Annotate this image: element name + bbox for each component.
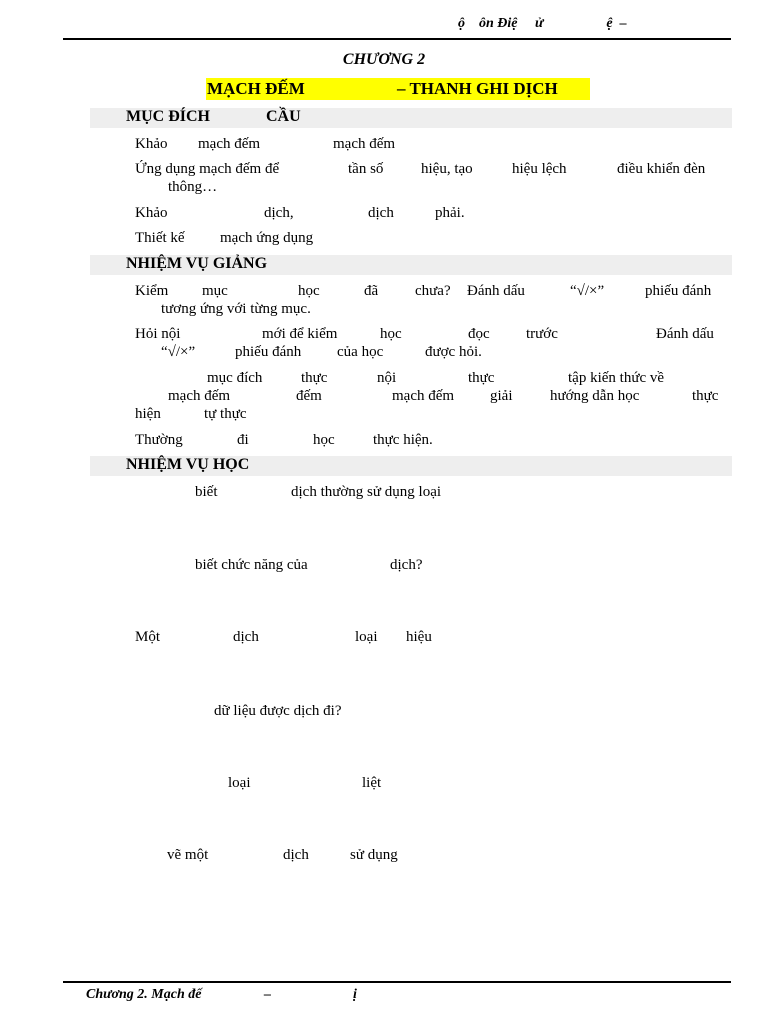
header-rule — [63, 38, 731, 40]
text-word: phiếu đánh — [645, 283, 712, 299]
question-word: biết chức năng của — [195, 557, 308, 573]
footer-text: Chương 2. Mạch đế — [86, 987, 202, 1002]
question-word: dịch thường sử dụng loại — [291, 484, 442, 500]
text-word: Đánh dấu — [656, 326, 714, 342]
text-word: nội — [377, 370, 397, 386]
text-word: Kiểm — [135, 283, 169, 299]
text-word: mạch đếm — [333, 136, 396, 152]
text-word: tự thực — [204, 406, 247, 422]
text-word: mục — [202, 283, 228, 299]
question-word: loại — [355, 629, 378, 645]
text-word: hiện — [135, 406, 161, 422]
text-word: thực hiện. — [373, 432, 433, 448]
text-word: “√/×” — [161, 344, 196, 360]
question-word: liệt — [362, 775, 382, 791]
question-word: biết — [195, 484, 218, 500]
text-word: mục đích — [207, 370, 263, 386]
footer-rule — [63, 981, 731, 983]
text-word: học — [380, 326, 402, 342]
chapter-label: CHƯƠNG 2 — [342, 51, 426, 68]
section-heading-objectives-cont: CẦU — [266, 108, 301, 125]
text-word: hiệu lệch — [512, 161, 567, 177]
question-word: dữ liệu được dịch đi? — [214, 703, 342, 719]
text-word: hướng dẫn học — [550, 388, 640, 404]
question-word: sử dụng — [350, 847, 398, 863]
text-word: Ứng dụng mạch đếm để — [135, 161, 280, 177]
text-word: Khảo — [135, 136, 168, 152]
text-word: thực — [468, 370, 495, 386]
section-heading-objectives: MỤC ĐÍCH — [126, 108, 210, 125]
footer-dash: – — [264, 987, 271, 1002]
chapter-title-left: MẠCH ĐẾM — [207, 79, 305, 98]
text-word: được hỏi. — [425, 344, 482, 360]
text-word: mạch đếm — [198, 136, 261, 152]
text-word: đếm — [296, 388, 322, 404]
text-word: chưa? — [415, 283, 451, 299]
text-word: mạch ứng dụng — [220, 230, 314, 246]
text-word: phải. — [435, 205, 465, 221]
text-word: Thường — [135, 432, 183, 448]
question-word: vẽ một — [167, 847, 209, 863]
text-word: học — [313, 432, 335, 448]
text-word: mạch đếm — [392, 388, 455, 404]
text-word: Đánh dấu — [467, 283, 525, 299]
text-word: đã — [364, 283, 379, 299]
question-word: dịch? — [390, 557, 423, 573]
question-word: dịch — [233, 629, 259, 645]
text-word: tập kiến thức về — [568, 370, 665, 386]
text-word: trước — [526, 326, 558, 342]
text-word: dịch — [368, 205, 394, 221]
text-word: mới để kiểm — [262, 326, 338, 342]
question-word: Một — [135, 629, 161, 645]
text-word: của học — [337, 344, 384, 360]
text-word: “√/×” — [570, 283, 605, 299]
text-word: tần số — [348, 161, 384, 177]
footer-text-end: ị — [353, 987, 357, 1002]
text-word: thực — [692, 388, 719, 404]
text-word: hiệu, tạo — [421, 161, 473, 177]
text-word: thực — [301, 370, 328, 386]
text-word: Thiết kế — [135, 230, 185, 246]
text-word: dịch, — [264, 205, 294, 221]
text-word: Hỏi nội — [135, 326, 181, 342]
text-word: giải — [490, 388, 513, 404]
text-word: đi — [237, 432, 249, 448]
text-word: điều khiển đèn — [617, 161, 706, 177]
text-word: đọc — [468, 326, 490, 342]
page-header-text: ộ ôn Điệ ử ệ – — [458, 16, 627, 31]
text-word: thông… — [168, 179, 218, 195]
text-word: tương ứng với từng mục. — [161, 301, 311, 317]
chapter-title-right: – THANH GHI DỊCH — [397, 79, 558, 98]
text-word: mạch đếm — [168, 388, 231, 404]
question-word: hiệu — [406, 629, 432, 645]
text-word: học — [298, 283, 320, 299]
text-word: phiếu đánh — [235, 344, 302, 360]
text-word: Khảo — [135, 205, 168, 221]
section-heading-teacher-tasks: NHIỆM VỤ GIẢNG — [126, 255, 268, 272]
question-word: loại — [228, 775, 251, 791]
question-word: dịch — [283, 847, 309, 863]
section-heading-student-tasks: NHIỆM VỤ HỌC — [126, 456, 250, 473]
